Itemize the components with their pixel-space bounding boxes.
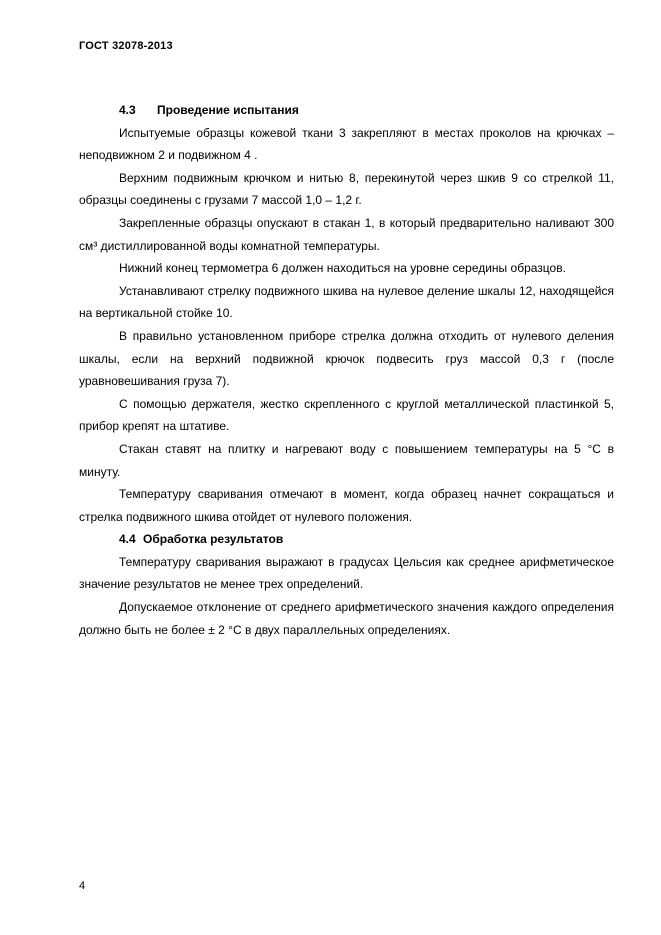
page-number: 4 [79,880,86,892]
paragraph: Верхним подвижным крючком и нитью 8, перекинутой через шкив 9 со стрелкой 11, образцы соединены с грузами 7 массой 1,0 – 1,2 г. [79,170,614,208]
paragraph: Температуру сваривания отмечают в момент, когда образец начнет сокращаться и стрелка подвижного шкива отойдет от нулевого положения. [79,487,614,524]
paragraph: В правильно установленном приборе стрелка должна отходить от нулевого деления шкалы, если на верхний подвижной крючок подвесить груз массой 0,3 г (после уравновешивания груза 7). [79,328,614,389]
paragraph: Стакан ставят на плитку и нагревают воду с повышением температуры на 5 °С в минуту. [79,441,614,479]
section-title: Проведение испытания [157,103,299,117]
section-number: 4.3 [119,103,136,117]
section-heading-4-4 [79,528,614,551]
paragraph: С помощью держателя, жестко скрепленного с круглой металлической пластинкой 5, прибор крепят на штативе. [79,396,614,434]
section-title: Обработка результатов [143,532,284,547]
paragraph: Устанавливают стрелку подвижного шкива на нулевое деление шкалы 12, находящейся на вертикальной стойке 10. [79,283,614,321]
section-number: 4.4 [119,532,136,547]
paragraph: Температуру сваривания выражают в градусах Цельсия как среднее арифметическое значение результатов не менее трех определений. [79,554,614,592]
paragraph: Испытуемые образцы кожевой ткани 3 закрепляют в местах проколов на крючках – неподвижном 2 и подвижном 4 . [79,125,614,163]
section-heading-4-3 [79,99,614,122]
standard-header: ГОСТ 32078-2013 [79,40,173,52]
paragraph: Нижний конец термометра 6 должен находиться на уровне середины образцов. [119,261,566,276]
paragraph: Допускаемое отклонение от среднего арифметического значения каждого определения должно быть не более ± 2 °С в двух параллельных определениях. [79,600,614,637]
paragraph: Закрепленные образцы опускают в стакан 1, в который предварительно наливают 300 см³ дистиллированной воды комнатной температуры. [79,215,614,253]
document-body [79,99,614,641]
